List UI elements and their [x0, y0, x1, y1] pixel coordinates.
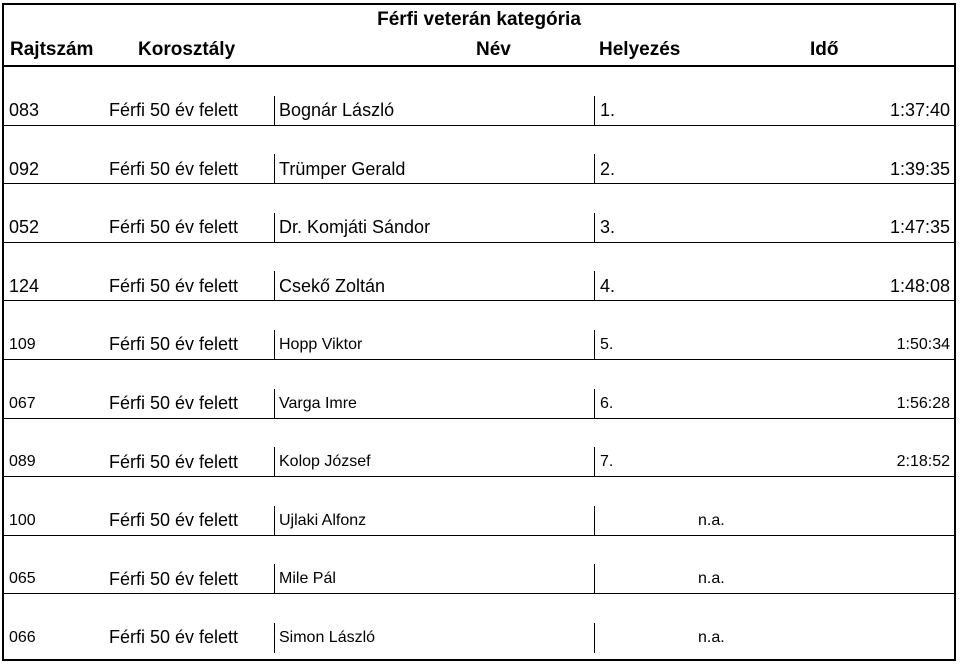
cell-helyezes: 3. [594, 213, 794, 243]
cell-rajtszam: 052 [9, 217, 40, 238]
cell-korosztaly: Férfi 50 év felett [109, 158, 239, 179]
header-nev: Név [476, 39, 511, 60]
header-korosztaly: Korosztály [138, 39, 236, 60]
results-table [2, 3, 956, 661]
cell-rajtszam: 124 [9, 275, 40, 296]
cell-rajtszam: 100 [9, 511, 36, 529]
table-row [4, 243, 954, 302]
table-row [4, 67, 954, 126]
cell-rajtszam: 066 [9, 628, 36, 646]
cell-korosztaly: Férfi 50 év felett [109, 627, 239, 648]
cell-rajtszam: 083 [9, 100, 40, 121]
cell-helyezes: 5. [594, 330, 794, 360]
cell-nev: Ujlaki Alfonz [274, 506, 594, 536]
cell-ido: 2:18:52 [896, 453, 950, 471]
cell-ido [794, 506, 954, 536]
cell-rajtszam: 067 [9, 394, 36, 412]
table-row [4, 536, 954, 595]
cell-helyezes: n.a. [594, 623, 794, 653]
table-body [4, 67, 954, 653]
table-row [4, 477, 954, 536]
cell-korosztaly: Férfi 50 év felett [109, 275, 239, 296]
header-rajtszam: Rajtszám [10, 39, 94, 60]
cell-ido: 1:39:35 [889, 158, 950, 179]
header-row [4, 35, 954, 67]
cell-helyezes: 1. [594, 96, 794, 126]
cell-korosztaly: Férfi 50 év felett [109, 568, 239, 589]
table-row [4, 184, 954, 243]
cell-rajtszam: 089 [9, 453, 36, 471]
cell-helyezes: 4. [594, 271, 794, 301]
cell-nev: Varga Imre [274, 389, 594, 419]
cell-ido [794, 623, 954, 653]
table-row [4, 594, 954, 653]
cell-helyezes: 2. [594, 154, 794, 184]
cell-ido: 1:47:35 [889, 217, 950, 238]
cell-korosztaly: Férfi 50 év felett [109, 217, 239, 238]
table-row [4, 301, 954, 360]
cell-helyezes: n.a. [594, 506, 794, 536]
header-ido: Idő [810, 39, 839, 60]
header-helyezes: Helyezés [599, 39, 681, 60]
cell-helyezes: n.a. [594, 564, 794, 594]
table-row [4, 126, 954, 185]
cell-korosztaly: Férfi 50 év felett [109, 393, 239, 414]
cell-nev: Mile Pál [274, 564, 594, 594]
table-row [4, 419, 954, 478]
cell-ido [794, 564, 954, 594]
table-title: Férfi veterán kategória [4, 5, 954, 35]
cell-ido: 1:50:34 [896, 335, 950, 353]
cell-nev: Csekő Zoltán [274, 271, 594, 301]
cell-korosztaly: Férfi 50 év felett [109, 451, 239, 472]
cell-ido: 1:37:40 [889, 100, 950, 121]
cell-helyezes: 6. [594, 389, 794, 419]
cell-nev: Trümper Gerald [274, 154, 594, 184]
cell-rajtszam: 092 [9, 158, 40, 179]
cell-nev: Simon László [274, 623, 594, 653]
cell-korosztaly: Férfi 50 év felett [109, 334, 239, 355]
table-row [4, 360, 954, 419]
cell-ido: 1:56:28 [896, 394, 950, 412]
cell-nev: Dr. Komjáti Sándor [274, 213, 594, 243]
cell-korosztaly: Férfi 50 év felett [109, 100, 239, 121]
cell-helyezes: 7. [594, 447, 794, 477]
cell-ido: 1:48:08 [889, 275, 950, 296]
cell-korosztaly: Férfi 50 év felett [109, 510, 239, 531]
cell-rajtszam: 065 [9, 570, 36, 588]
cell-nev: Hopp Viktor [274, 330, 594, 360]
cell-rajtszam: 109 [9, 335, 36, 353]
cell-nev: Kolop József [274, 447, 594, 477]
cell-nev: Bognár László [274, 96, 594, 126]
